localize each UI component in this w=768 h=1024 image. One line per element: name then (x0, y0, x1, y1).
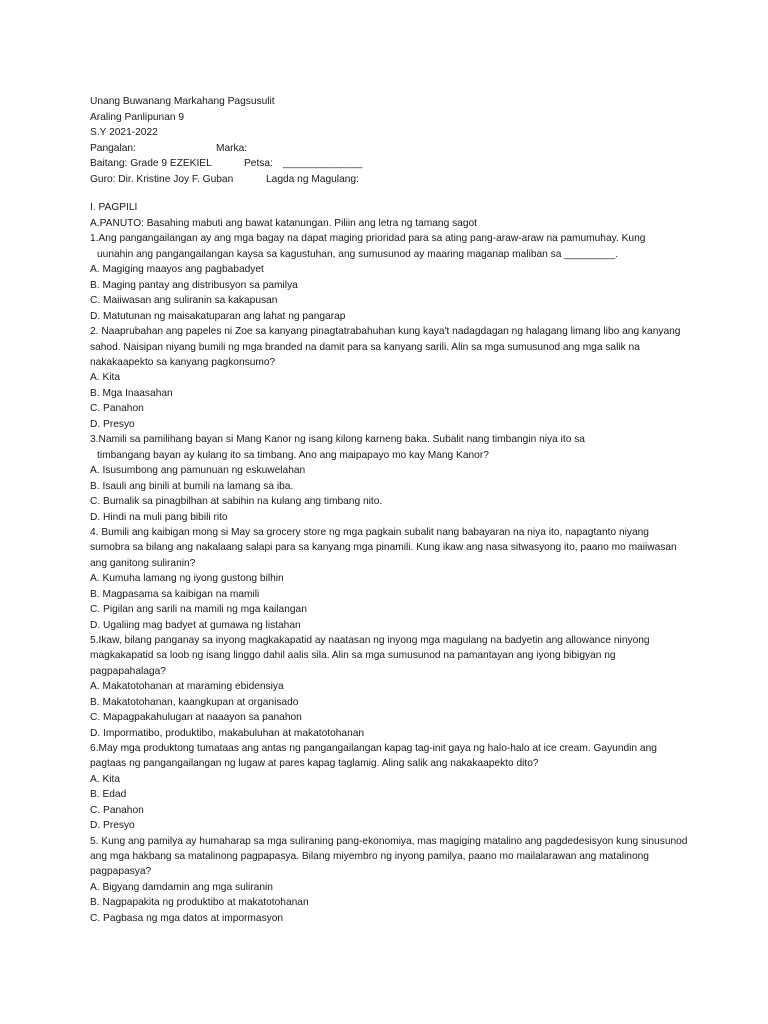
grade-date-row (90, 156, 690, 172)
option-a: A. Magiging maayos ang pagbabadyet (90, 264, 264, 276)
question-text: 1.Ang pangangailangan ay ang mga bagay na dapat maging prioridad para sa ating pang-araw-araw na pamumuhay. Kung (90, 233, 646, 245)
option-c: C. Pagbasa ng mga datos at impormasyon (90, 912, 284, 924)
document-header (90, 94, 690, 188)
question-text-cont: uunahin ang pangangailangan kaysa sa kagustuhan, ang sumusunod ay maaring maganap maliban sa _________. (97, 248, 619, 260)
option-c: C. Panahon (90, 403, 144, 415)
option-c: C. Mapagpakahulugan at naaayon sa panahon (90, 712, 302, 724)
lagda-label: Lagda ng Magulang: (266, 173, 359, 185)
option-b: B. Magpasama sa kaibigan na mamili (90, 588, 260, 600)
option-a: A. Kita (90, 773, 121, 785)
petsa-label: Petsa: (244, 158, 273, 170)
option-a: A. Isusumbong ang pamunuan ng eskuwelahan (90, 465, 306, 477)
option-d: D. Hindi na muli pang bibili rito (90, 511, 228, 523)
panuto: A.PANUTO: Basahing mabuti ang bawat katanungan. Piliin ang letra ng tamang sagot (90, 217, 477, 229)
option-d: D. Presyo (90, 820, 135, 832)
option-c: C. Maiiwasan ang suliranin sa kakapusan (90, 295, 278, 307)
exam-title: Unang Buwanang Markahang Pagsusulit (90, 96, 275, 107)
option-d: D. Matutunan ng maisakatuparan ang lahat ng pangarap (90, 310, 346, 322)
question-5 (90, 633, 690, 741)
option-b: B. Mga Inaasahan (90, 387, 173, 399)
option-b: B. Maging pantay ang distribusyon sa pamilya (90, 279, 298, 291)
option-b: B. Isauli ang binili at bumili na lamang sa iba. (90, 480, 294, 492)
question-6 (90, 741, 690, 834)
question-7 (90, 834, 690, 927)
subject: Araling Panlipunan 9 (90, 111, 185, 123)
pangalan-label: Pangalan: (90, 142, 136, 154)
option-b: B. Edad (90, 789, 127, 801)
petsa-blank: ______________ (283, 158, 363, 170)
option-b: B. Nagpapakita ng produktibo at makatotohanan (90, 897, 309, 909)
guro-label: Guro: Dir. Kristine Joy F. Guban (90, 173, 234, 185)
name-score-row (90, 141, 690, 157)
option-d: D. Ugaliing mag badyet at gumawa ng listahan (90, 619, 301, 631)
question-4 (90, 525, 690, 633)
question-1 (90, 231, 690, 324)
teacher-parent-row (90, 172, 690, 188)
option-d: D. Impormatibo, produktibo, makabuluhan at makatotohanan (90, 727, 365, 739)
baitang-label: Baitang: Grade 9 EZEKIEL (90, 158, 212, 170)
question-text: 6.May mga produktong tumataas ang antas ng pangangailangan kapag tag-init gaya ng halo-halo at ice cream. Gayundin ang pagtaas ng pangangailangan ng lugaw at pares kapag taglamig. Aling salik ang nakakaapekto dito? (90, 742, 657, 770)
question-2 (90, 324, 690, 432)
question-text: 2. Naaprubahan ang papeles ni Zoe sa kanyang pinagtatrabahuhan kung kaya't nadagdagan ng halagang limang libo ang kanyang sahod. Naisipan niyang bumili ng mga branded na damit para sa kanyang sarili. Alin sa mga sumusunod ang mga salik na nakakaapekto sa kanyang pagkonsumo? (90, 326, 681, 368)
question-text-cont: timbangang bayan ay kulang ito sa timbang. Ano ang maipapayo mo kay Mang Kanor? (97, 449, 489, 461)
option-d: D. Presyo (90, 418, 135, 430)
option-a: A. Bigyang damdamin ang mga suliranin (90, 881, 273, 893)
section-title: I. PAGPILI (90, 202, 138, 213)
question-text: 5. Kung ang pamilya ay humaharap sa mga suliraning pang-ekonomiya, mas magiging matalino ang pagdedesisyon kung sinusunod ang mga hakbang sa matalinong pagpapasya. Bilang miyembro ng inyong pamilya, paano mo mailalarawan ang matalinong pagpapasya? (90, 835, 688, 878)
exam-body (90, 200, 690, 926)
option-c: C. Panahon (90, 804, 144, 816)
option-a: A. Kita (90, 372, 121, 384)
option-c: C. Bumalik sa pinagbilhan at sabihin na kulang ang timbang nito. (90, 496, 383, 508)
question-text: 3.Namili sa pamilihang bayan si Mang Kanor ng isang kilong karneng baka. Subalit nang timbangin niya ito sa (90, 434, 585, 446)
question-text: 4. Bumili ang kaibigan mong si May sa grocery store ng mga pagkain subalit nang babayaran na niya ito, napagtanto niyang sumobra sa bilang ang nakalaang salapi para sa kanyang mga pinamili. Kung ikaw ang nasa sitwasyong ito, paano mo maiiwasan ang ganitong suliranin? (90, 527, 677, 569)
question-text: 5.Ikaw, bilang panganay sa inyong magkakapatid ay naatasan ng inyong mga magulang na badyetin ang allowance ninyong magkakapatid sa loob ng isang linggo dahil aalis sila. Alin sa mga sumusunod na pamantayan ang iyong bibigyan ng pagpapahalaga? (90, 635, 650, 677)
marka-label: Marka: (216, 142, 248, 154)
option-a: A. Kumuha lamang ng iyong gustong bilhin (90, 573, 284, 585)
question-3 (90, 432, 690, 525)
option-a: A. Makatotohanan at maraming ebidensiya (90, 681, 284, 693)
option-b: B. Makatotohanan, kaangkupan at organisado (90, 696, 299, 708)
school-year: S.Y 2021-2022 (90, 127, 158, 139)
option-c: C. Pigilan ang sarili na mamili ng mga kailangan (90, 604, 307, 616)
